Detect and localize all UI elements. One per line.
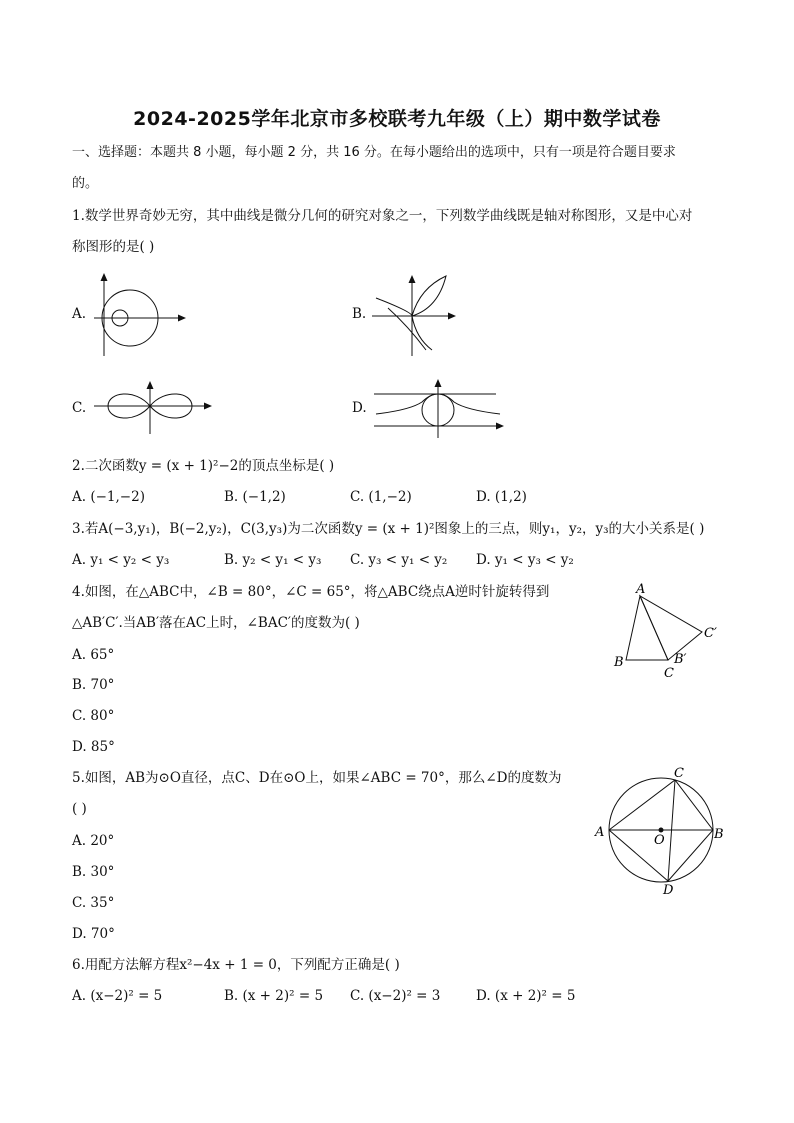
q3-options: [72, 550, 574, 570]
q4-label-a: A: [636, 582, 646, 597]
q2-option-d: D. (1,2): [476, 489, 527, 505]
q5-option-c: C. 35°: [72, 895, 115, 911]
q5-stem-line1: 5.如图，AB为⊙O直径，点C、D在⊙O上，如果∠ABC = 70°，那么∠D的度数为: [72, 770, 562, 786]
q5-label-a: A: [595, 825, 605, 840]
q1-option-b-label: B.: [352, 306, 367, 322]
page-title: 2024-2025学年北京市多校联考九年级（上）期中数学试卷: [133, 108, 661, 130]
q6-option-b: B. (x + 2)² = 5: [224, 988, 324, 1004]
q1-option-a-label: A.: [72, 306, 87, 322]
q5-option-b: B. 30°: [72, 864, 115, 880]
q1-figure-a: [90, 270, 190, 358]
q5-label-b: B: [714, 827, 724, 842]
section-heading-line2: 的。: [72, 176, 99, 191]
q4-label-c-prime: C′: [704, 626, 717, 641]
q6-stem: 6.用配方法解方程x²−4x + 1 = 0，下列配方正确是( ): [72, 957, 400, 973]
q6-option-c: C. (x−2)² = 3: [350, 988, 441, 1004]
q5-label-d: D: [663, 883, 674, 898]
q4-stem-line2: △AB′C′.当AB′落在AC上时，∠BAC′的度数为( ): [72, 615, 360, 631]
q2-option-c: C. (1,−2): [350, 489, 412, 505]
q2-option-b: B. (−1,2): [224, 489, 286, 505]
q4-label-c: C: [664, 666, 674, 681]
q1-figure-d: [370, 374, 510, 440]
q2-stem: 2.二次函数y = (x + 1)²−2的顶点坐标是( ): [72, 458, 335, 474]
q3-option-a: A. y₁ < y₂ < y₃: [72, 552, 170, 568]
q6-options: [72, 986, 575, 1006]
q5-label-c: C: [674, 766, 684, 781]
q3-stem: 3.若A(−3,y₁)，B(−2,y₂)，C(3,y₃)为二次函数y = (x + 1)²图象上的三点，则y₁，y₂，y₃的大小关系是( ): [72, 521, 705, 537]
q1-option-d-label: D.: [352, 400, 367, 416]
q4-triangle-figure: [606, 580, 732, 682]
section-heading-line1: 一、选择题：本题共 8 小题，每小题 2 分，共 16 分。在每小题给出的选项中，只有一项是符合题目要求: [72, 145, 676, 160]
q5-option-a: A. 20°: [72, 833, 115, 849]
q5-label-o: O: [654, 833, 665, 848]
q4-option-c: C. 80°: [72, 708, 115, 724]
q3-option-c: C. y₃ < y₁ < y₂: [350, 552, 448, 568]
q2-options: [72, 487, 527, 507]
q1-figure-c: [90, 378, 220, 436]
q4-option-a: A. 65°: [72, 647, 115, 663]
q1-stem-line1: 1.数学世界奇妙无穷，其中曲线是微分几何的研究对象之一，下列数学曲线既是轴对称图形，又是中心对: [72, 208, 693, 224]
q3-option-b: B. y₂ < y₁ < y₃: [224, 552, 322, 568]
q4-option-b: B. 70°: [72, 677, 115, 693]
q6-option-a: A. (x−2)² = 5: [72, 988, 163, 1004]
q3-option-d: D. y₁ < y₃ < y₂: [476, 552, 574, 568]
q5-option-d: D. 70°: [72, 926, 115, 942]
q6-option-d: D. (x + 2)² = 5: [476, 988, 576, 1004]
q4-label-b-prime: B′: [674, 652, 687, 667]
q5-circle-figure: [590, 764, 730, 900]
q1-option-c-label: C.: [72, 400, 87, 416]
q1-figure-b: [368, 268, 468, 358]
q1-stem-line2: 称图形的是( ): [72, 239, 155, 255]
q5-stem-line2: ( ): [72, 801, 87, 817]
q4-label-b: B: [614, 655, 624, 670]
q4-stem-line1: 4.如图，在△ABC中，∠B = 80°，∠C = 65°，将△ABC绕点A逆时针旋转得到: [72, 584, 550, 600]
q2-option-a: A. (−1,−2): [72, 489, 145, 505]
q4-option-d: D. 85°: [72, 739, 115, 755]
